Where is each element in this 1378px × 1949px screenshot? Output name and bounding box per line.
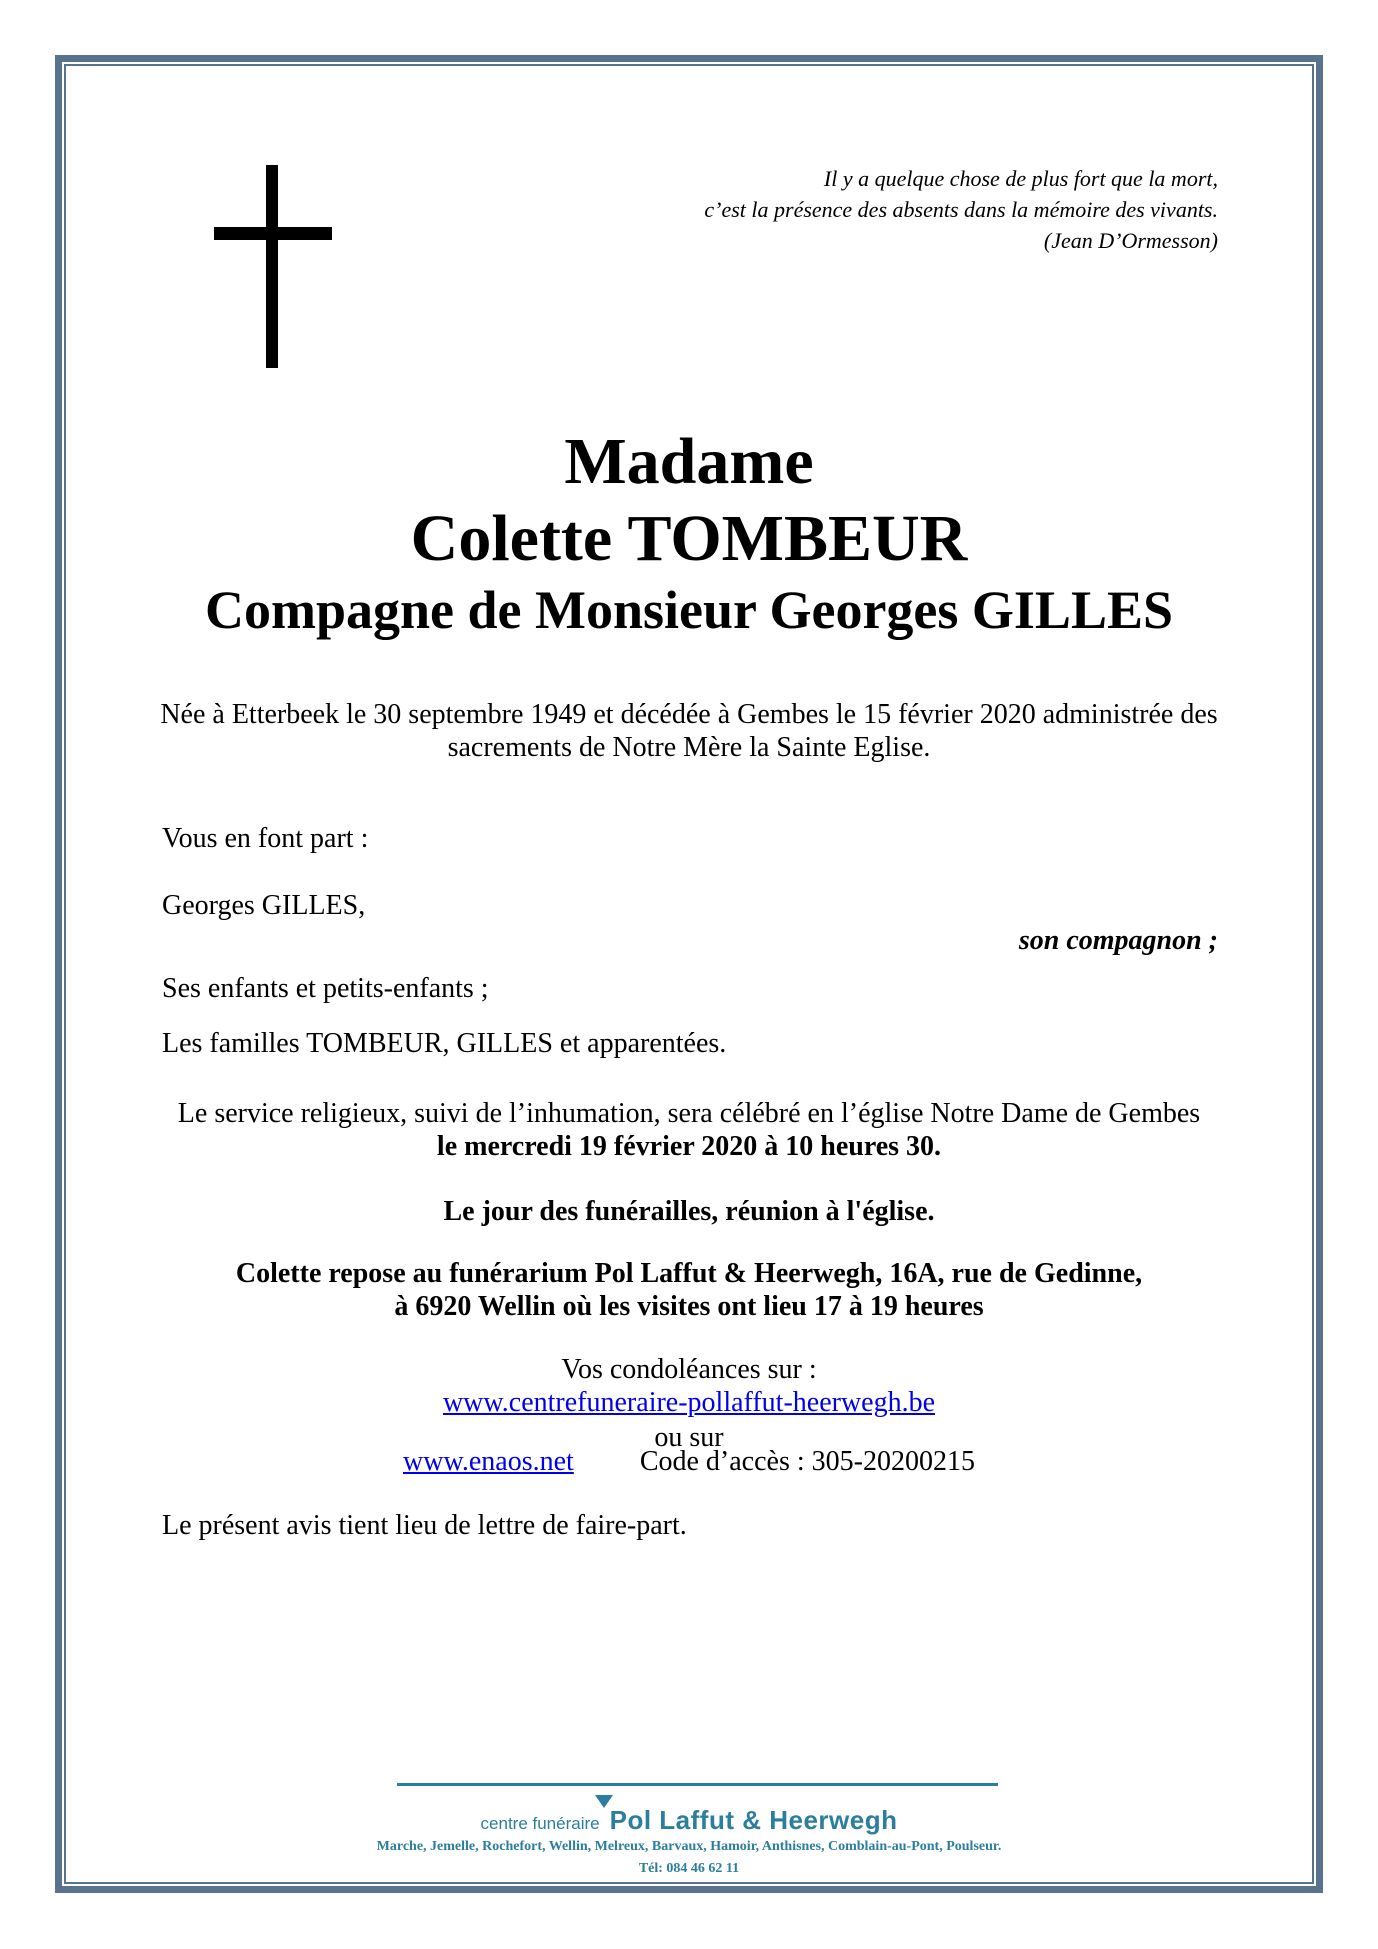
cross-icon: [214, 165, 332, 368]
families-line: Les familles TOMBEUR, GILLES et apparentées.: [162, 1028, 727, 1059]
deceased-relation: Compagne de Monsieur Georges GILLES: [204, 580, 1174, 640]
enaos-link[interactable]: www.enaos.net: [403, 1446, 574, 1477]
condolences-primary-line: [160, 1386, 1218, 1419]
birth-death-notice: [160, 698, 1218, 764]
closing-line: Le présent avis tient lieu de lettre de faire-part.: [162, 1510, 687, 1541]
or-label: ou sur: [654, 1422, 724, 1453]
quote-line-1: Il y a quelque chose de plus fort que la mort,: [823, 166, 1218, 191]
announcement-intro: Vous en font part :: [162, 823, 369, 854]
condolences-primary-link[interactable]: www.centrefuneraire-pollaffut-heerwegh.be: [442, 1387, 936, 1418]
repose-line-1: Colette repose au funérarium Pol Laffut & Heerwegh, 16A, rue de Gedinne,: [235, 1258, 1143, 1289]
cross-vertical-bar: [266, 165, 278, 368]
service-date-line: le mercredi 19 février 2020 à 10 heures 30.: [436, 1131, 942, 1162]
reunion-line: Le jour des funérailles, réunion à l'église.: [443, 1196, 935, 1227]
footer-rule: [397, 1783, 998, 1786]
cross-horizontal-bar: [214, 227, 332, 240]
partner-name: Georges GILLES,: [162, 890, 366, 921]
notice-line-2: sacrements de Notre Mère la Sainte Eglise.: [447, 732, 931, 763]
notice-line-1: Née à Etterbeek le 30 septembre 1949 et décédée à Gembes le 15 février 2020 administrée des: [160, 699, 1218, 730]
repose-line-2: à 6920 Wellin où les visites ont lieu 17 à 19 heures: [394, 1291, 984, 1322]
service-line-1: Le service religieux, suivi de l’inhumation, sera célébré en l’église Notre Dame de Gembes: [177, 1098, 1201, 1129]
epigraph-quote: [704, 163, 1218, 256]
access-code: Code d’accès : 305-20200215: [639, 1446, 975, 1477]
quote-line-2: c’est la présence des absents dans la mémoire des vivants.: [704, 197, 1218, 222]
deceased-salutation: Madame: [564, 425, 814, 498]
children-line: Ses enfants et petits-enfants ;: [162, 973, 489, 1004]
service-block: [160, 1097, 1218, 1163]
quote-attribution: (Jean D’Ormesson): [1043, 228, 1218, 253]
deceased-title-block: [0, 423, 1378, 643]
footer-phone: Tél: 084 46 62 11: [638, 1861, 740, 1876]
brand-prefix: centre funéraire: [480, 1814, 600, 1833]
enaos-row: [0, 1445, 1378, 1478]
condolences-label: Vos condoléances sur :: [561, 1354, 817, 1385]
brand-name: Pol Laffut & Heerwegh: [609, 1805, 898, 1835]
partner-relation: son compagnon ;: [1018, 925, 1218, 956]
footer-cities: Marche, Jemelle, Rochefort, Wellin, Melreux, Barvaux, Hamoir, Anthisnes, Comblain-au-Pont, Poulseur.: [376, 1839, 1002, 1854]
deceased-name: Colette TOMBEUR: [410, 502, 968, 575]
repose-block: [160, 1257, 1218, 1323]
